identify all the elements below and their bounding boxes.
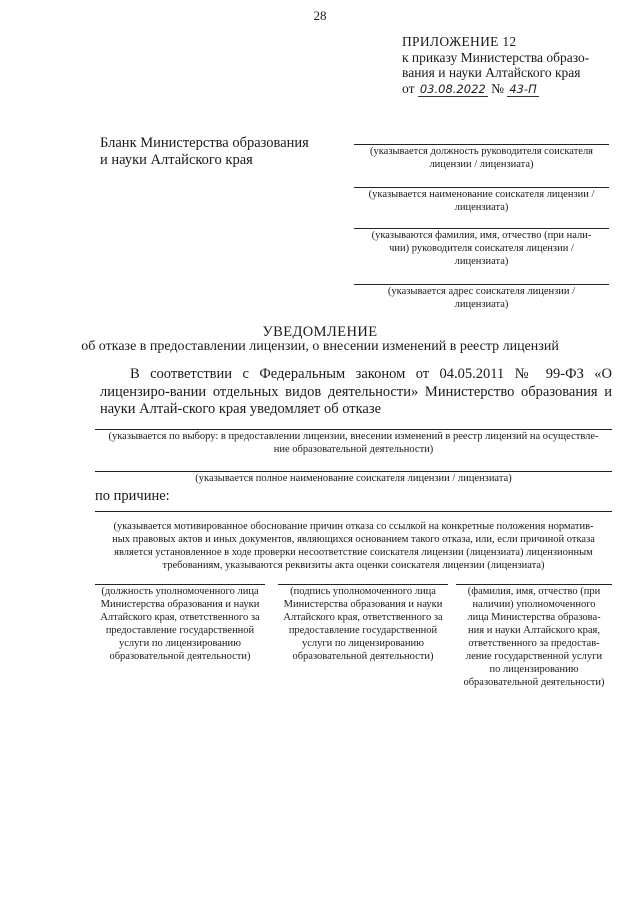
- field-hint: ние образовательной деятельности): [273, 444, 434, 455]
- sig-hint: (подпись уполномоченного лица: [290, 586, 436, 597]
- handwritten-date: 03.08.2022: [419, 81, 486, 96]
- field-hint: (указывается по выбору: в предоставлении лицензии, внесении изменений в реестр лицензий на осуществле-: [108, 431, 599, 442]
- sig-hint: услуги по лицензированию: [301, 638, 425, 649]
- signature-sign-column: [278, 584, 448, 663]
- field-hint: ных правовых актов и иных документов, являющихся основанием такого отказа, или, если причиной отказа: [112, 534, 595, 545]
- sig-hint: Министерства образования и науки: [100, 599, 260, 610]
- field-hint: лицензиата): [454, 256, 509, 267]
- body-paragraph: В соответствии с Федеральным законом от 04.05.2011 № 99-ФЗ «О лицензиро-вании отдельных видов деятельности» Министерство образования и науки Алтай-ского края уведомляет об отказе: [100, 366, 612, 417]
- sig-hint: (фамилия, имя, отчество (при: [467, 586, 601, 597]
- sig-hint: (должность уполномоченного лица: [101, 586, 259, 597]
- sig-hint: по лицензированию: [489, 664, 579, 675]
- notice-title: УВЕДОМЛЕНИЕ: [262, 324, 378, 340]
- sig-hint: образовательной деятельности): [463, 677, 605, 688]
- appendix-from-label: от: [402, 80, 415, 96]
- handwritten-number: 43-П: [509, 81, 537, 96]
- signature-name-column: [456, 584, 612, 689]
- recipient-position-field: [354, 144, 609, 171]
- choice-field: [95, 429, 612, 456]
- letterhead-line-2: и науки Алтайского края: [100, 152, 253, 168]
- appendix-line-1: к приказу Министерства образо-: [402, 49, 590, 65]
- sig-hint: образовательной деятельности): [109, 651, 251, 662]
- field-hint: лицензиата): [454, 299, 509, 310]
- sig-hint: лица Министерства образова-: [467, 612, 601, 623]
- field-hint: является установленное в ходе проверки несоответствие соискателя лицензии (лицензиата) лицензионным: [114, 547, 593, 558]
- sig-hint: предоставление государственной: [105, 625, 255, 636]
- appendix-number-label: №: [491, 80, 504, 96]
- recipient-address-field: [354, 284, 609, 311]
- sig-hint: Алтайского края, ответственного за: [100, 612, 260, 623]
- field-hint: (указывается мотивированное обоснование причин отказа со ссылкой на конкретные положения норматив-: [113, 521, 594, 532]
- recipient-name-field: [354, 187, 609, 214]
- sig-hint: ния и науки Алтайского края,: [468, 625, 600, 636]
- appendix-title: ПРИЛОЖЕНИЕ 12: [402, 34, 517, 49]
- field-hint: (указывается полное наименование соискателя лицензии / лицензиата): [195, 473, 512, 484]
- field-hint: (указываются фамилия, имя, отчество (при нали-: [371, 230, 592, 241]
- appendix-date-line: [402, 81, 612, 98]
- sig-hint: образовательной деятельности): [292, 651, 434, 662]
- sig-hint: Министерства образования и науки: [283, 599, 443, 610]
- field-hint: требованиям, указываются реквизиты акта оценки соискателя лицензии (лицензиата): [162, 560, 545, 571]
- letterhead-line-1: Бланк Министерства образования: [100, 135, 309, 151]
- field-hint: лицензиата): [454, 202, 509, 213]
- reason-line-1: [95, 511, 612, 512]
- field-hint: (указывается адрес соискателя лицензии /: [387, 286, 576, 297]
- sig-hint: предоставление государственной: [288, 625, 438, 636]
- full-name-field: [95, 471, 612, 485]
- sig-hint: наличии) уполномоченного: [472, 599, 596, 610]
- sig-hint: ление государственной услуги: [465, 651, 603, 662]
- notice-subtitle: об отказе в предоставлении лицензии, о внесении изменений в реестр лицензий: [81, 339, 559, 354]
- page-number: 28: [313, 8, 327, 23]
- appendix-header: [402, 34, 612, 97]
- sig-hint: Алтайского края, ответственного за: [283, 612, 443, 623]
- field-hint: чии) руководителя соискателя лицензии /: [389, 243, 574, 254]
- signature-position-column: [95, 584, 265, 663]
- appendix-line-2: вания и науки Алтайского края: [402, 65, 581, 80]
- letterhead: [100, 135, 310, 169]
- reason-label: по причине:: [95, 488, 170, 504]
- field-hint: (указывается наименование соискателя лицензии /: [368, 189, 595, 200]
- sig-hint: ответственного за предостав-: [468, 638, 600, 649]
- field-hint: лицензии / лицензиата): [429, 159, 534, 170]
- recipient-head-field: [354, 228, 609, 268]
- field-hint: (указывается должность руководителя соискателя: [369, 146, 594, 157]
- sig-hint: услуги по лицензированию: [118, 638, 242, 649]
- reason-field: [95, 520, 612, 572]
